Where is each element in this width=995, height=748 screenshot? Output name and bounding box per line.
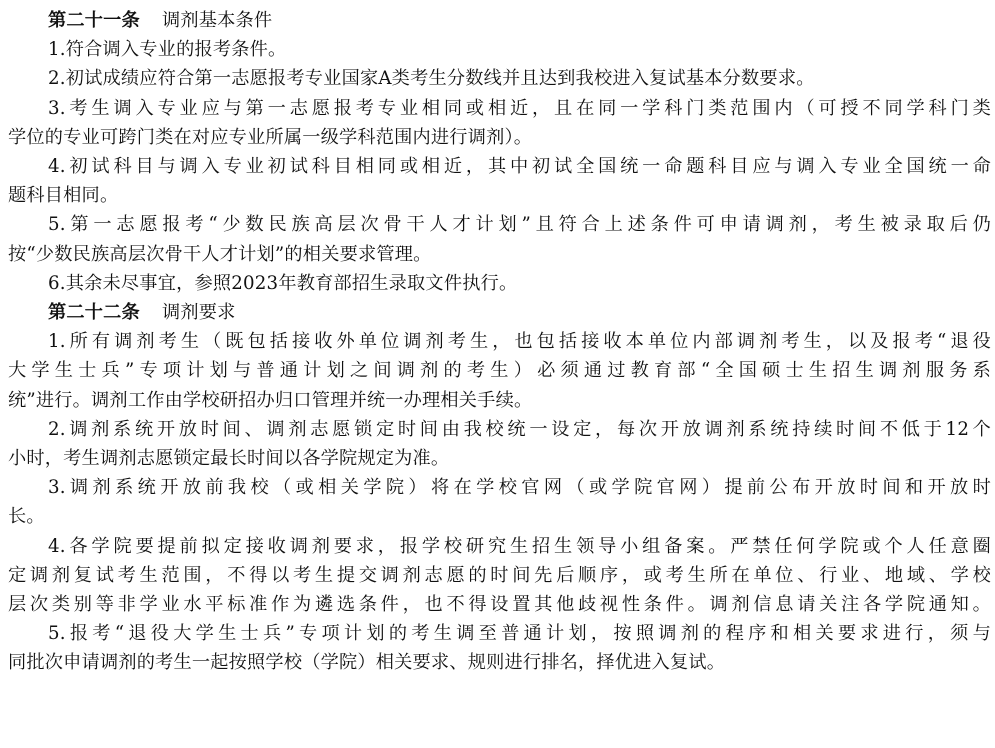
- article-22-item-2-cont: 小时，考生调剂志愿锁定最长时间以各学院规定为准。: [8, 448, 450, 470]
- article-22-title: 调剂要求: [161, 302, 236, 324]
- article-21-item-5: 5.第一志愿报考“少数民族高层次骨干人才计划”且符合上述条件可申请调剂，考生被录取后仍: [48, 214, 991, 236]
- article-22-heading: [8, 298, 991, 327]
- article-21-item-4-cont: 题科目相同。: [8, 185, 119, 207]
- article-21-number: 第二十一条: [48, 10, 140, 31]
- article-22-item-5: 5.报考“退役大学生士兵”专项计划的考生调至普通计划，按照调剂的程序和相关要求进行，须与: [48, 623, 991, 645]
- article-22-item-1: 1.所有调剂考生（既包括接收外单位调剂考生，也包括接收本单位内部调剂考生，以及报考“退役: [48, 331, 991, 353]
- article-21-item-3: 3.考生调入专业应与第一志愿报考专业相同或相近，且在同一学科门类范围内（可授不同学科门类: [48, 97, 991, 119]
- article-21-item-1: 1.符合调入专业的报考条件。: [48, 39, 287, 61]
- article-22-item-4-cont-b: 层次类别等非学业水平标准作为遴选条件，也不得设置其他歧视性条件。调剂信息请关注各学院通知。: [8, 594, 991, 616]
- article-22-item-3: 3.调剂系统开放前我校（或相关学院）将在学校官网（或学院官网）提前公布开放时间和开放时: [48, 477, 991, 499]
- article-21-title: 调剂基本条件: [161, 10, 273, 31]
- article-21-item-6: 6.其余未尽事宜，参照2023年教育部招生录取文件执行。: [48, 272, 518, 294]
- article-22-item-1-cont-b: 统”进行。调剂工作由学校研招办归口管理并统一办理相关手续。: [8, 389, 533, 411]
- article-21-heading: [8, 6, 991, 35]
- article-21-item-2: 2.初试成绩应符合第一志愿报考专业国家A类考生分数线并且达到我校进入复试基本分数要求。: [48, 68, 815, 90]
- article-22-item-3-cont: 长。: [8, 506, 45, 528]
- article-22-item-5-cont: 同批次申请调剂的考生一起按照学校（学院）相关要求、规则进行排名，择优进入复试。: [8, 652, 726, 674]
- article-22-item-4: 4.各学院要提前拟定接收调剂要求，报学校研究生招生领导小组备案。严禁任何学院或个人任意圈: [48, 535, 991, 557]
- article-22-number: 第二十二条: [48, 302, 140, 324]
- article-22-item-4-cont-a: 定调剂复试考生范围，不得以考生提交调剂志愿的时间先后顺序，或考生所在单位、行业、地域、学校: [8, 564, 991, 586]
- article-22-item-1-cont-a: 大学生士兵”专项计划与普通计划之间调剂的考生）必须通过教育部“全国硕士生招生调剂服务系: [8, 360, 991, 382]
- article-21-item-4: 4.初试科目与调入专业初试科目相同或相近，其中初试全国统一命题科目应与调入专业全国统一命: [48, 156, 991, 178]
- article-21-item-5-cont: 按“少数民族高层次骨干人才计划”的相关要求管理。: [8, 243, 432, 265]
- article-21-item-3-cont: 学位的专业可跨门类在对应专业所属一级学科范围内进行调剂）。: [8, 126, 533, 148]
- article-22-item-2: 2.调剂系统开放时间、调剂志愿锁定时间由我校统一设定，每次开放调剂系统持续时间不低于12个: [48, 418, 991, 440]
